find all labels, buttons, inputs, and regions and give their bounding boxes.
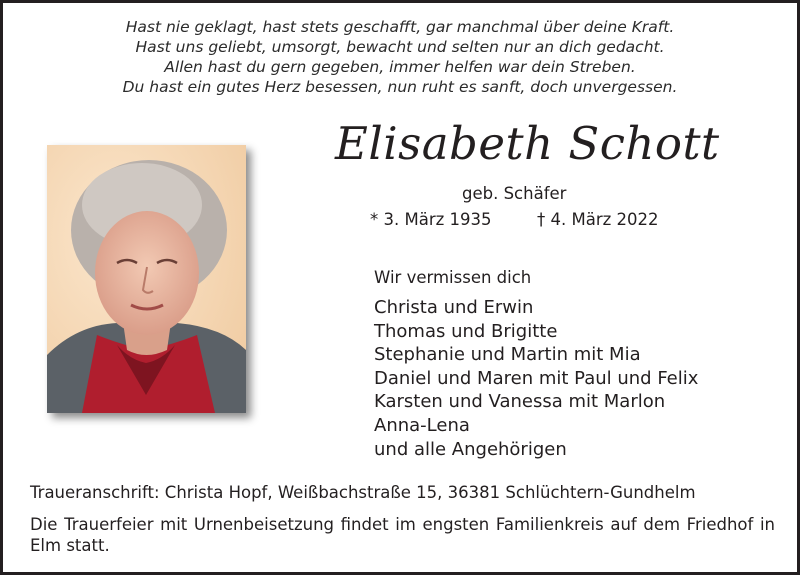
poem	[60, 17, 740, 97]
list-item: Stephanie und Martin mit Mia	[374, 344, 641, 366]
maiden-name: geb. Schäfer	[462, 184, 567, 203]
list-item: Thomas und Brigitte	[374, 320, 558, 342]
mourning-address: Traueranschrift: Christa Hopf, Weißbachstraße 15, 36381 Schlüchtern-Gundhelm	[30, 483, 696, 502]
list-item: Daniel und Maren mit Paul und Felix	[374, 367, 699, 389]
list-item: und alle Angehörigen	[374, 438, 567, 460]
poem-line: Du hast ein gutes Herz besessen, nun ruht es sanft, doch unvergessen.	[122, 78, 678, 96]
list-item: Christa und Erwin	[374, 297, 534, 318]
death-date: † 4. März 2022	[537, 210, 659, 229]
portrait-photo	[47, 145, 246, 413]
poem-line: Hast uns geliebt, umsorgt, bewacht und selten nur an dich gedacht.	[135, 38, 665, 56]
deceased-name: Elisabeth Schott	[335, 117, 720, 170]
relatives-list	[374, 296, 698, 461]
birth-date: * 3. März 1935	[370, 210, 492, 229]
list-item: Anna-Lena	[374, 414, 470, 436]
poem-line: Allen hast du gern gegeben, immer helfen war dein Streben.	[164, 58, 636, 76]
list-item: Karsten und Vanessa mit Marlon	[374, 391, 666, 413]
miss-line: Wir vermissen dich	[374, 268, 532, 287]
ceremony-text: Die Trauerfeier mit Urnenbeisetzung findet im engsten Familienkreis auf dem Friedhof in Elm statt.	[30, 515, 775, 555]
poem-line: Hast nie geklagt, hast stets geschafft, gar manchmal über deine Kraft.	[125, 18, 675, 36]
life-dates	[370, 210, 659, 229]
